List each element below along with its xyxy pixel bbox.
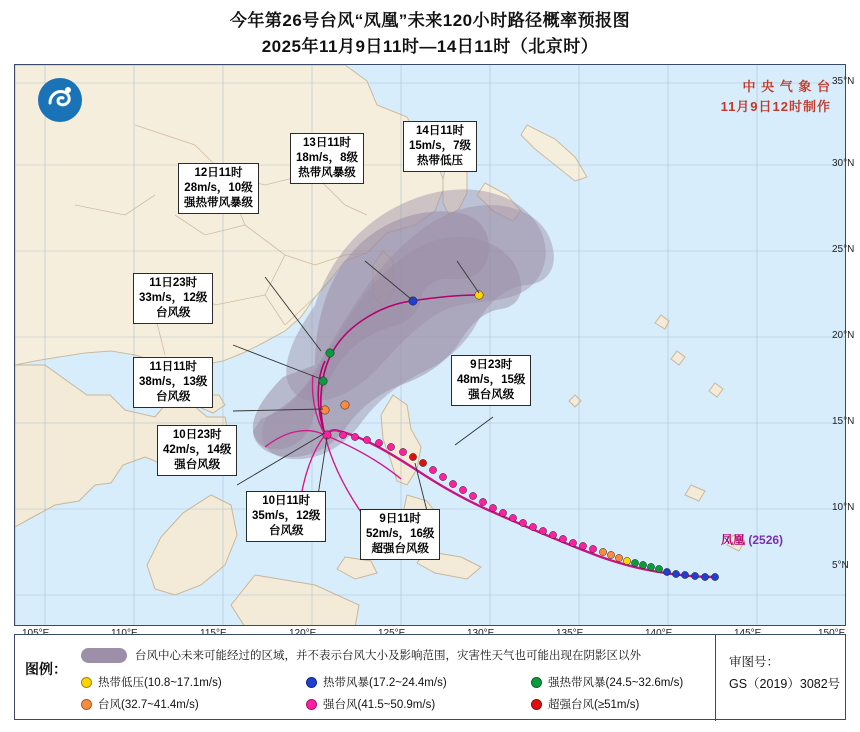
legend-item-label: 超强台风(≥51m/s) — [548, 699, 640, 711]
legend-item-super-typhoon — [531, 696, 741, 712]
cma-logo-icon — [37, 77, 83, 123]
callout-time: 10日11时 — [262, 495, 311, 507]
callout-time: 10日23时 — [172, 429, 222, 441]
legend-item-label: 台风(32.7~41.4m/s) — [98, 699, 199, 711]
callout-wind: 38m/s，13级 — [139, 376, 208, 388]
callout-wind: 18m/s，8级 — [296, 152, 359, 164]
y-axis-label-6: 5°N — [832, 560, 849, 571]
shaded-area-swatch — [81, 648, 127, 663]
callout-10日23时[interactable] — [157, 425, 237, 476]
legend-item-label: 热带低压(10.8~17.1m/s) — [98, 677, 222, 689]
approval-number-block — [729, 651, 840, 695]
storm-code-text: (2526) — [748, 533, 784, 547]
callout-category: 强热带风暴级 — [184, 197, 253, 209]
title-line-2: 2025年11月9日11时—14日11时（北京时） — [261, 37, 599, 56]
callout-time: 9日23时 — [470, 359, 513, 371]
approval-label: 审图号： — [729, 655, 780, 669]
callout-wind: 28m/s，10级 — [184, 182, 253, 194]
callout-category: 热带风暴级 — [298, 167, 356, 179]
callout-wind: 42m/s，14级 — [163, 444, 232, 456]
legend-item-typhoon — [81, 696, 306, 712]
legend-dot-icon — [81, 699, 92, 710]
agency-stamp — [721, 77, 831, 117]
legend-dot-icon — [531, 677, 542, 688]
legend-item-label: 强热带风暴(24.5~32.6m/s) — [548, 677, 684, 689]
callout-time: 9日11时 — [379, 513, 421, 525]
y-axis-label-4: 15°N — [832, 416, 855, 427]
legend-item-severe-typhoon — [306, 696, 531, 712]
callout-time: 12日11时 — [194, 167, 243, 179]
callout-time: 13日11时 — [303, 137, 351, 149]
callout-wind: 48m/s，15级 — [457, 374, 526, 386]
callout-11日11时[interactable] — [133, 357, 213, 408]
callout-category: 强台风级 — [174, 459, 221, 471]
callout-11日23时[interactable] — [133, 273, 213, 324]
storm-name-text: 凤凰 — [721, 533, 746, 547]
callout-category: 台风级 — [155, 307, 191, 319]
callout-9日11时[interactable] — [360, 509, 440, 560]
legend-item-label: 强台风(41.5~50.9m/s) — [323, 699, 436, 711]
callout-13日11时[interactable] — [290, 133, 364, 184]
callout-wind: 15m/s，7级 — [409, 140, 472, 152]
y-axis-label-2: 25°N — [832, 244, 855, 255]
legend-dot-icon — [306, 677, 317, 688]
callout-12日11时[interactable] — [178, 163, 259, 214]
callout-category: 强台风级 — [468, 389, 515, 401]
shaded-area-label: 台风中心未来可能经过的区域，并不表示台风大小及影响范围，灾害性天气也可能出现在阴影区以外 — [135, 650, 641, 662]
legend-divider — [715, 635, 716, 721]
legend-item-tropical-depression — [81, 674, 306, 690]
callout-9日23时[interactable] — [451, 355, 531, 406]
approval-value: GS（2019）3082号 — [729, 677, 841, 691]
callout-time: 11日23时 — [149, 277, 198, 289]
legend-item-tropical-storm — [306, 674, 531, 690]
title-line-1: 今年第26号台风“凤凰”未来120小时路径概率预报图 — [229, 11, 631, 30]
legend-dot-icon — [306, 699, 317, 710]
legend-item-label: 热带风暴(17.2~24.4m/s) — [323, 677, 447, 689]
storm-name-label — [721, 531, 783, 548]
callout-category: 台风级 — [268, 525, 304, 537]
legend-dot-icon — [531, 699, 542, 710]
y-axis-label-3: 20°N — [832, 330, 855, 341]
callout-wind: 35m/s，12级 — [252, 510, 321, 522]
page-title — [0, 8, 860, 60]
legend-shaded-area-row — [81, 647, 641, 663]
callout-time: 14日11时 — [416, 125, 464, 137]
y-axis-label-1: 30°N — [832, 158, 855, 169]
forecast-map[interactable] — [14, 64, 846, 626]
legend-item-severe-tropical-storm — [531, 674, 741, 690]
callout-category: 台风级 — [155, 391, 191, 403]
legend-panel — [14, 634, 846, 720]
legend-title: 图例： — [25, 661, 67, 677]
callout-category: 热带低压 — [417, 155, 463, 167]
callout-14日11时[interactable] — [403, 121, 477, 172]
callout-10日11时[interactable] — [246, 491, 326, 542]
callout-category: 超强台风级 — [371, 543, 429, 555]
y-axis-label-5: 10°N — [832, 502, 855, 513]
callout-wind: 33m/s，12级 — [139, 292, 208, 304]
agency-name: 中 央 气 象 台 — [742, 79, 831, 94]
legend-items — [81, 671, 684, 715]
agency-produced-time: 11月9日12时制作 — [720, 99, 831, 114]
callout-time: 11日11时 — [149, 361, 197, 373]
legend-dot-icon — [81, 677, 92, 688]
callout-wind: 52m/s，16级 — [366, 528, 435, 540]
y-axis-label-0: 35°N — [832, 76, 855, 87]
